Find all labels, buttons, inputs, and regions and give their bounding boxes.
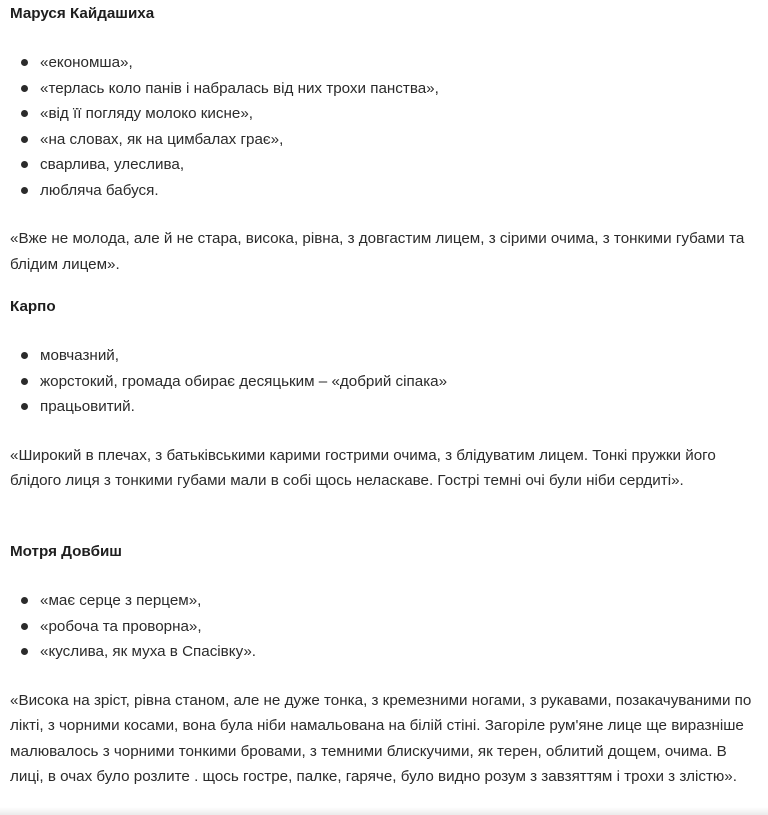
bullet-icon: [21, 378, 28, 385]
list-item: «робоча та проворна»,: [10, 614, 758, 640]
bullet-icon: [21, 403, 28, 410]
bottom-edge-shadow: [0, 807, 768, 815]
bullet-icon: [21, 623, 28, 630]
character-section-motria: [10, 540, 758, 790]
traits-list: [10, 50, 758, 203]
list-item: мовчазний,: [10, 343, 758, 369]
list-item: «економша»,: [10, 50, 758, 76]
list-item: «терлась коло панів і набралась від них трохи панства»,: [10, 76, 758, 102]
character-section-karpo: [10, 295, 758, 494]
character-heading: Мотря Довбиш: [10, 543, 122, 560]
traits-list: [10, 588, 758, 665]
character-quote: «Вже не молода, але й не стара, висока, рівна, з довгастим лицем, з сірими очима, з тонкими губами та блідим лицем».: [10, 230, 745, 273]
list-item: любляча бабуся.: [10, 178, 758, 204]
list-item: сварлива, улеслива,: [10, 152, 758, 178]
list-item: «від її погляду молоко кисне»,: [10, 101, 758, 127]
list-item: жорстокий, громада обирає десяцьким – «добрий сіпака»: [10, 369, 758, 395]
bullet-icon: [21, 110, 28, 117]
list-item: «має серце з перцем»,: [10, 588, 758, 614]
bullet-icon: [21, 597, 28, 604]
bullet-icon: [21, 648, 28, 655]
traits-list: [10, 343, 758, 420]
character-quote: «Висока на зріст, рівна станом, але не дуже тонка, з кремезними ногами, з рукавами, позакачуваними по лікті, з чорними косами, вона була ніби намальована на білій стіні. Загоріле рум'яне лице ще виразніше малювалось з чорними тонкими бровами, з темними блискучими, як терен, облитий дощем, очима. В лиці, в очах було розлите . щось гостре, палке, гаряче, було видно розум з завзяттям і трохи з злістю».: [10, 691, 752, 785]
bullet-icon: [21, 136, 28, 143]
bullet-icon: [21, 85, 28, 92]
list-item: «на словах, як на цимбалах грає»,: [10, 127, 758, 153]
bullet-icon: [21, 352, 28, 359]
character-heading: Маруся Кайдашиха: [10, 5, 155, 22]
bullet-icon: [21, 161, 28, 168]
list-item: працьовитий.: [10, 394, 758, 420]
list-item: «куслива, як муха в Спасівку».: [10, 639, 758, 665]
bullet-icon: [21, 187, 28, 194]
character-quote: «Широкий в плечах, з батьківськими карими гострими очима, з блідуватим лицем. Тонкі пружки його блідого лиця з тонкими губами мали в собі щось неласкаве. Гострі темні очі були ніби сердиті».: [10, 446, 716, 489]
character-heading: Карпо: [10, 298, 56, 315]
bullet-icon: [21, 59, 28, 66]
character-section-marusia: [10, 2, 758, 277]
